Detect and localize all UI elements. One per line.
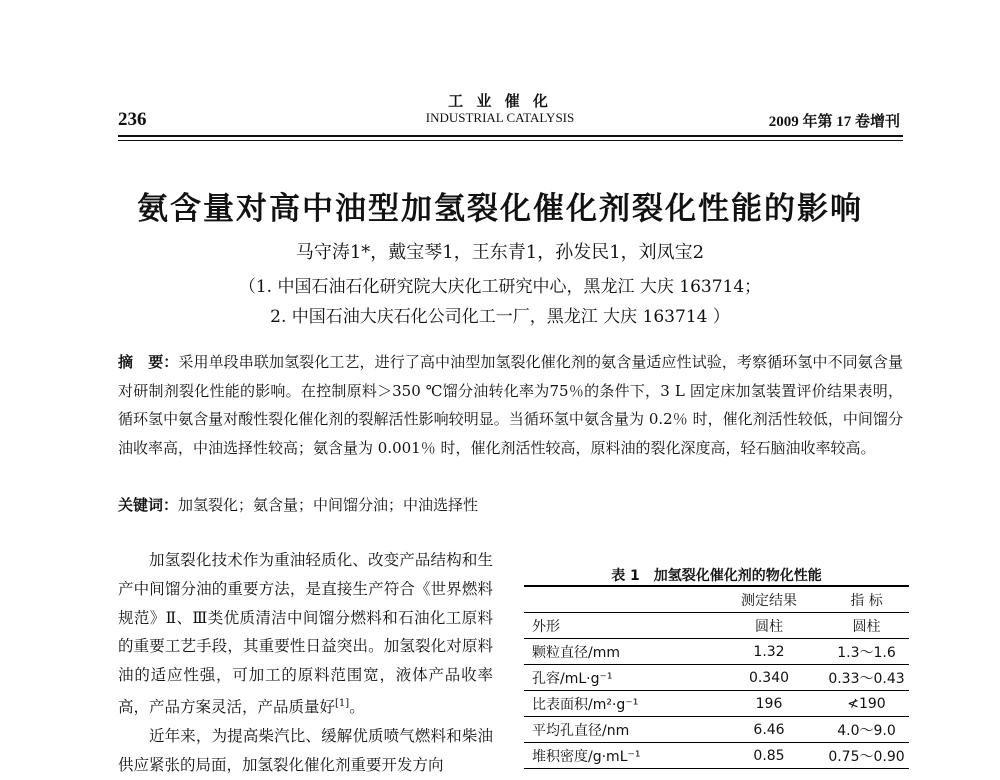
table-cell: 孔容/mL·g⁻¹: [524, 665, 714, 691]
table-header-row: [524, 586, 909, 613]
table-header-cell: 指 标: [824, 586, 909, 613]
table-cell: 0.340: [714, 665, 824, 691]
table-cell: 0.33～0.43: [824, 665, 909, 691]
abstract: [118, 348, 903, 462]
table-caption: 表 1 加氢裂化催化剂的物化性能: [611, 568, 822, 584]
table-cell: 1.32: [714, 639, 824, 665]
table-cell: 0.75～0.90: [824, 743, 909, 769]
header-rule-thin: [118, 140, 903, 141]
keywords: [118, 494, 478, 515]
affiliation-2: 2. 中国石油大庆石化公司化工一厂，黑龙江 大庆 163714 ）: [270, 307, 730, 327]
citation-ref[interactable]: [1]: [335, 697, 350, 709]
table-row: [524, 717, 909, 743]
authors: 马守涛1*，戴宝琴1，王东青1，孙发民1，刘凤宝2: [295, 242, 705, 263]
table-cell: 外形: [524, 613, 714, 639]
body-paragraph-2: 近年来，为提高柴汽比、缓解优质喷气燃料和柴油供应紧张的局面，加氢裂化催化剂重要开发方向: [118, 726, 493, 774]
journal-name-en: INDUSTRIAL CATALYSIS: [425, 110, 575, 125]
affiliation-1: （1. 中国石油石化研究院大庆化工研究中心，黑龙江 大庆 163714；: [238, 277, 762, 297]
table-row: [524, 691, 909, 717]
properties-table: [524, 585, 909, 769]
table-row: [524, 613, 909, 639]
table-cell: 比表面积/m²·g⁻¹: [524, 691, 714, 717]
body-paragraph-1: 加氢裂化技术作为重油轻质化、改变产品结构和生产中间馏分油的重要方法，是直接生产符合《世界燃料规范》Ⅱ、Ⅲ类优质清洁中间馏分燃料和石油化工原料的重要工艺手段，其重要性日益突出。加氢裂化对原料油的适应性强，可加工的原料范围宽，液体产品收率高，产品方案灵活，产品质量好[1]。: [118, 551, 493, 717]
table-row: [524, 639, 909, 665]
page-number: 236: [118, 109, 147, 130]
keywords-label: 关键词：: [118, 496, 179, 514]
issue-label: 2009 年第 17 卷增刊: [768, 114, 900, 130]
table-cell: 1.3～1.6: [824, 639, 909, 665]
table-row: [524, 665, 909, 691]
table-cell: 颗粒直径/mm: [524, 639, 714, 665]
table-cell: 6.46: [714, 717, 824, 743]
journal-name-cn: 工 业 催 化: [448, 92, 552, 110]
abstract-label: 摘 要：: [118, 353, 179, 371]
table-header-cell: 测定结果: [714, 586, 824, 613]
table-cell: 圆柱: [824, 613, 909, 639]
body-text-column: [118, 546, 493, 780]
table-cell: 圆柱: [714, 613, 824, 639]
table-cell: 0.85: [714, 743, 824, 769]
table-cell: 平均孔直径/nm: [524, 717, 714, 743]
abstract-text: 采用单段串联加氢裂化工艺，进行了高中油型加氢裂化催化剂的氨含量适应性试验，考察循环氢中不同氨含量对研制剂裂化性能的影响。在控制原料＞350 ℃馏分油转化率为75％的条件下，3 L 固定床加氢装置评价结果表明，循环氢中氨含量对酸性裂化催化剂的裂解活性影响较明显。当循环氢中氨含量为 0.2％ 时，催化剂活性较低，中间馏分油收率高，中油选择性较高；氨含量为 0.001％ 时，催化剂活性较高，原料油的裂化深度高，轻石脑油收率较高。: [118, 353, 903, 457]
table-cell: 4.0～9.0: [824, 717, 909, 743]
article-title: 氨含量对高中油型加氢裂化催化剂裂化性能的影响: [137, 191, 863, 227]
keywords-text: 加氢裂化；氨含量；中间馏分油；中油选择性: [178, 496, 479, 514]
header-rule-thick: [118, 135, 903, 137]
table-row: [524, 743, 909, 769]
table-cell: 堆积密度/g·mL⁻¹: [524, 743, 714, 769]
table-header-cell: [524, 586, 714, 613]
table-cell: ≮190: [824, 691, 909, 717]
table-cell: 196: [714, 691, 824, 717]
